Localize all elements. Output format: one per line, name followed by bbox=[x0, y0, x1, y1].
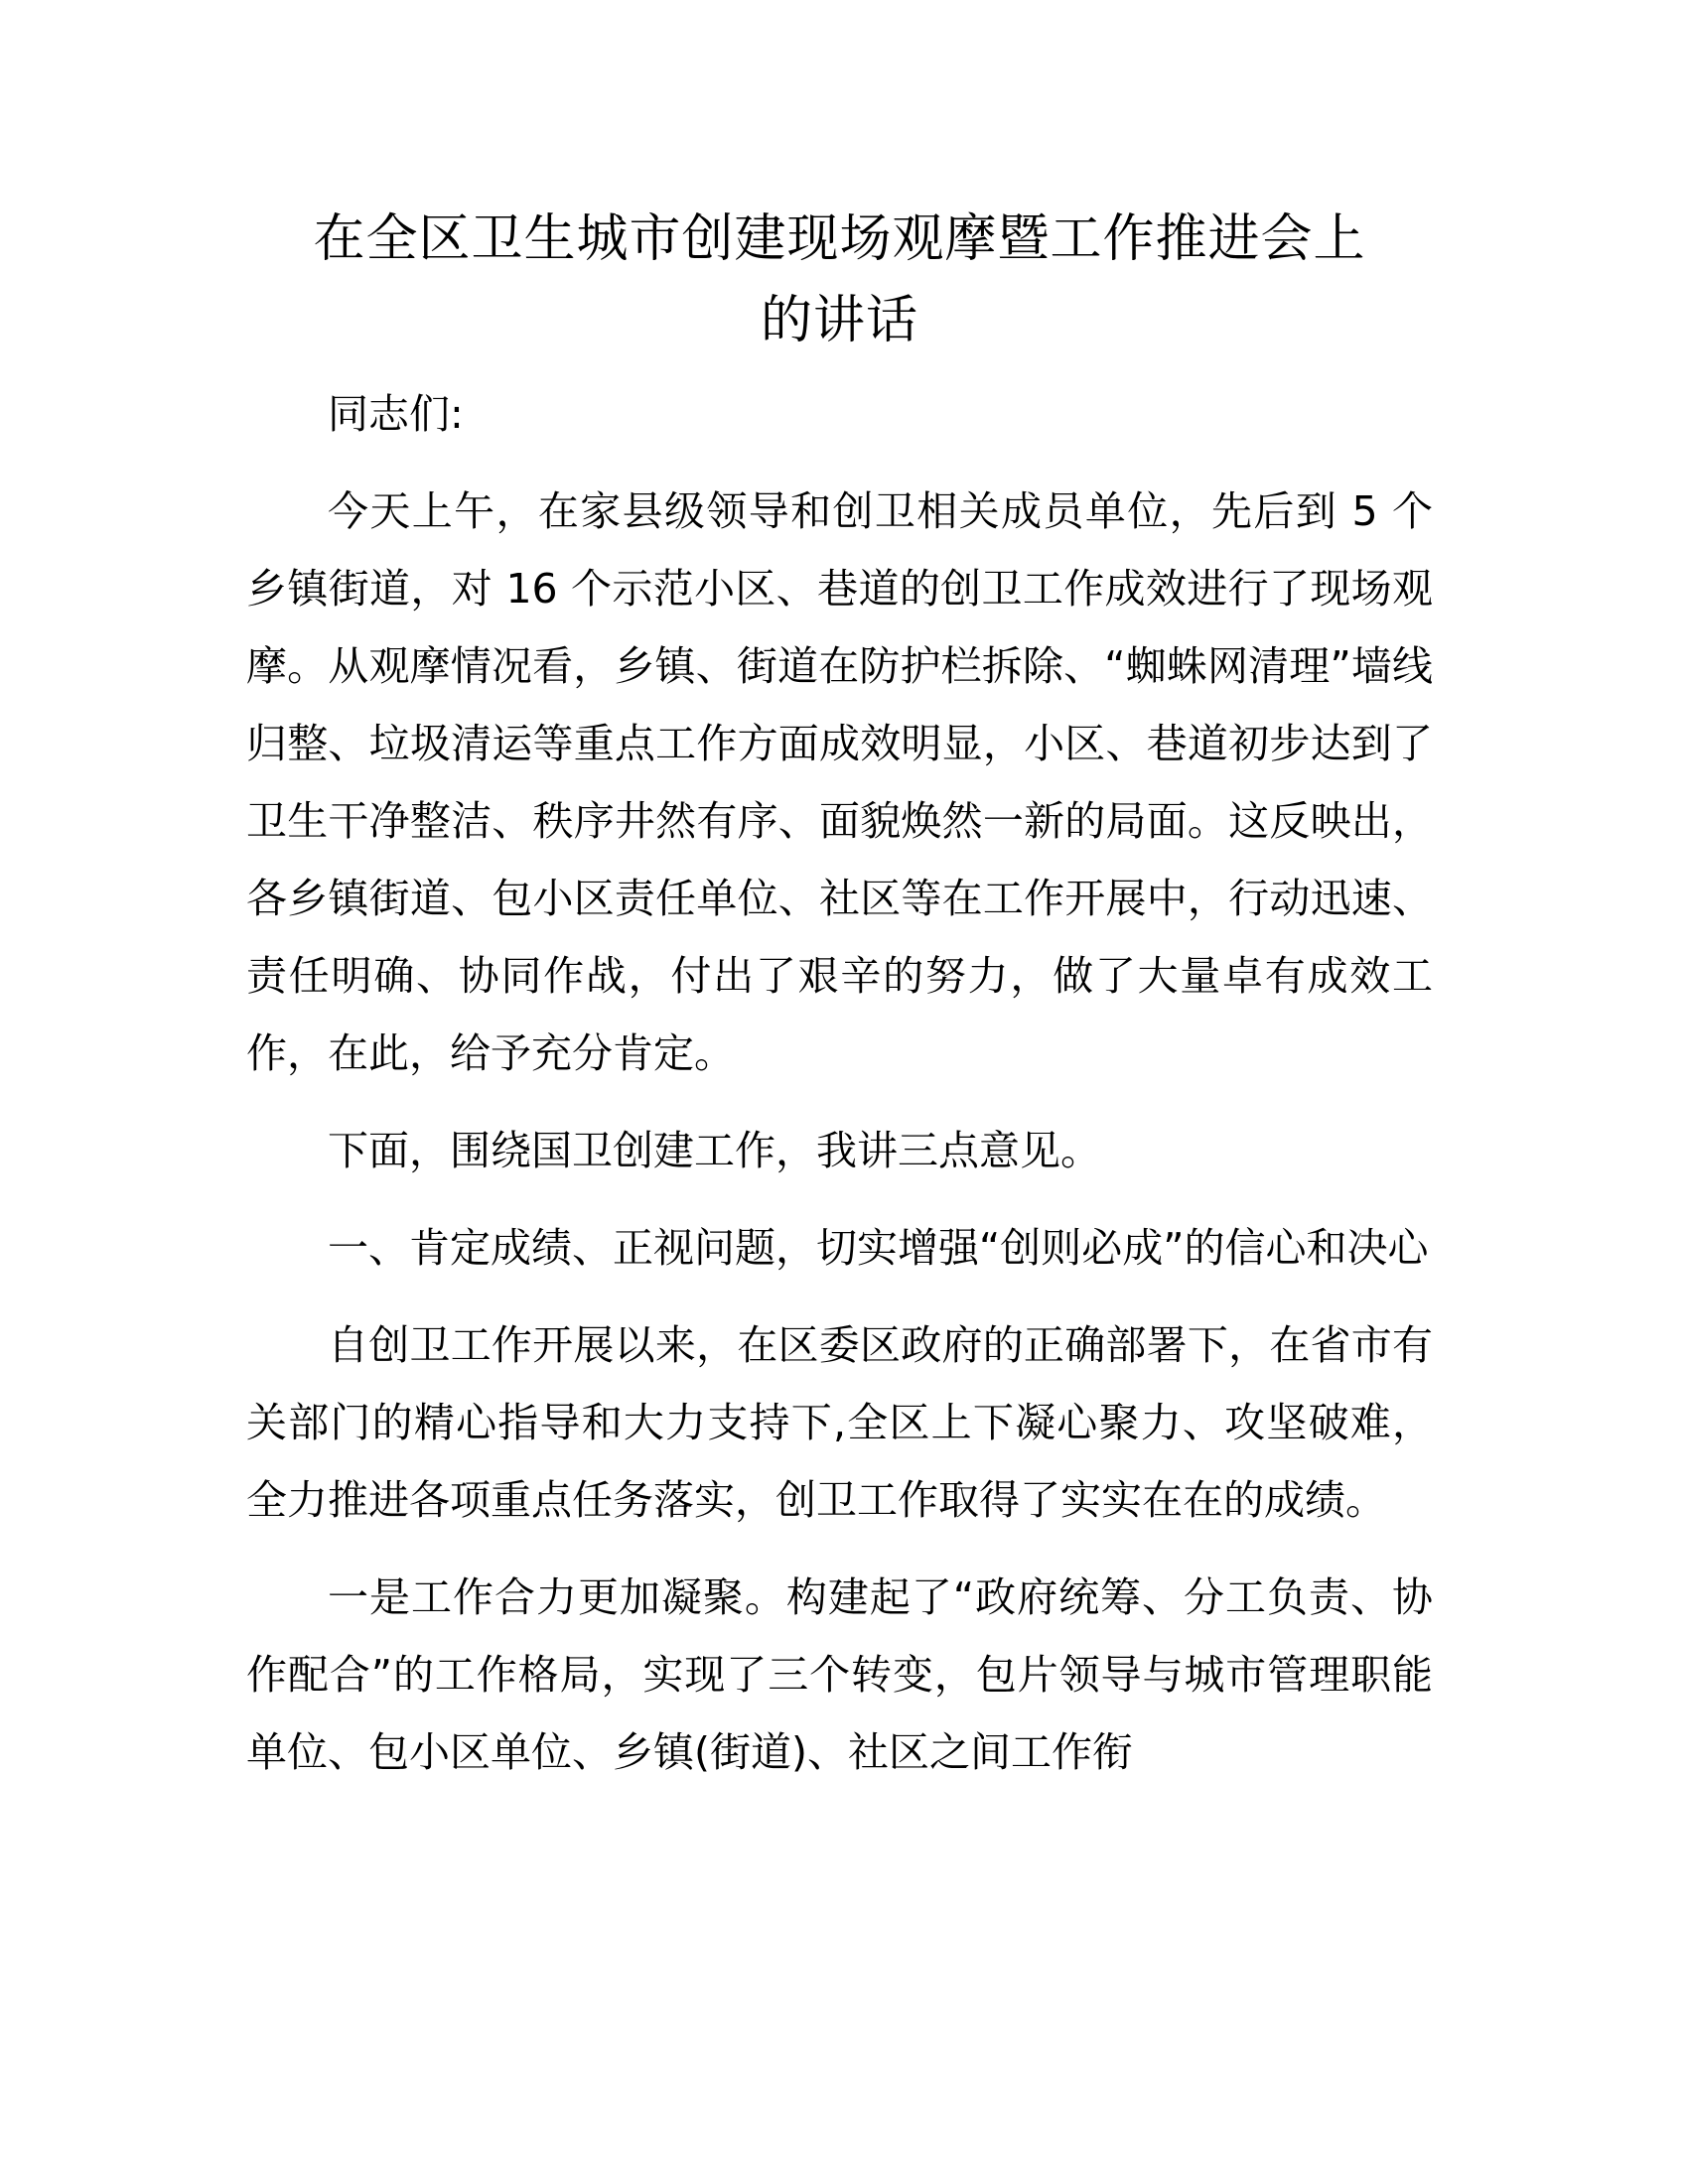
paragraph-intro-points: 下面，围绕国卫创建工作，我讲三点意见。 bbox=[328, 1127, 1101, 1174]
section-heading-1: 一、肯定成绩、正视问题，切实增强“创则必成”的信心和决心 bbox=[328, 1224, 1429, 1272]
document-title-line-2: 的讲话 bbox=[760, 291, 918, 350]
document-title bbox=[246, 199, 1433, 361]
document-body bbox=[246, 375, 1433, 1791]
paragraph-point-1: 一是工作合力更加凝聚。构建起了“政府统筹、分工负责、协作配合”的工作格局，实现了三个转变，包片领导与城市管理职能单位、包小区单位、乡镇(街道)、社区之间工作衔 bbox=[246, 1573, 1433, 1776]
paragraph-achievements: 自创卫工作开展以来，在区委区政府的正确部署下，在省市有关部门的精心指导和大力支持下,全区上下凝心聚力、攻坚破难，全力推进各项重点任务落实，创卫工作取得了实实在在的成绩。 bbox=[246, 1321, 1433, 1524]
document-title-line-1: 在全区卫生城市创建现场观摩暨工作推进会上 bbox=[313, 209, 1366, 269]
document-page bbox=[246, 199, 1433, 1811]
paragraph-salutation: 同志们: bbox=[328, 390, 464, 438]
paragraph-observation: 今天上午，在家县级领导和创卫相关成员单位，先后到 5 个乡镇街道，对 16 个示范小区、巷道的创卫工作成效进行了现场观摩。从观摩情况看，乡镇、街道在防护栏拆除、“蜘蛛网清理”墙线归整、垃圾清运等重点工作方面成效明显，小区、巷道初步达到了卫生干净整洁、秩序井然有序、面貌焕然一新的局面。这反映出，各乡镇街道、包小区责任单位、社区等在工作开展中，行动迅速、责任明确、协同作战，付出了艰辛的努力，做了大量卓有成效工作，在此，给予充分肯定。 bbox=[246, 487, 1433, 1077]
